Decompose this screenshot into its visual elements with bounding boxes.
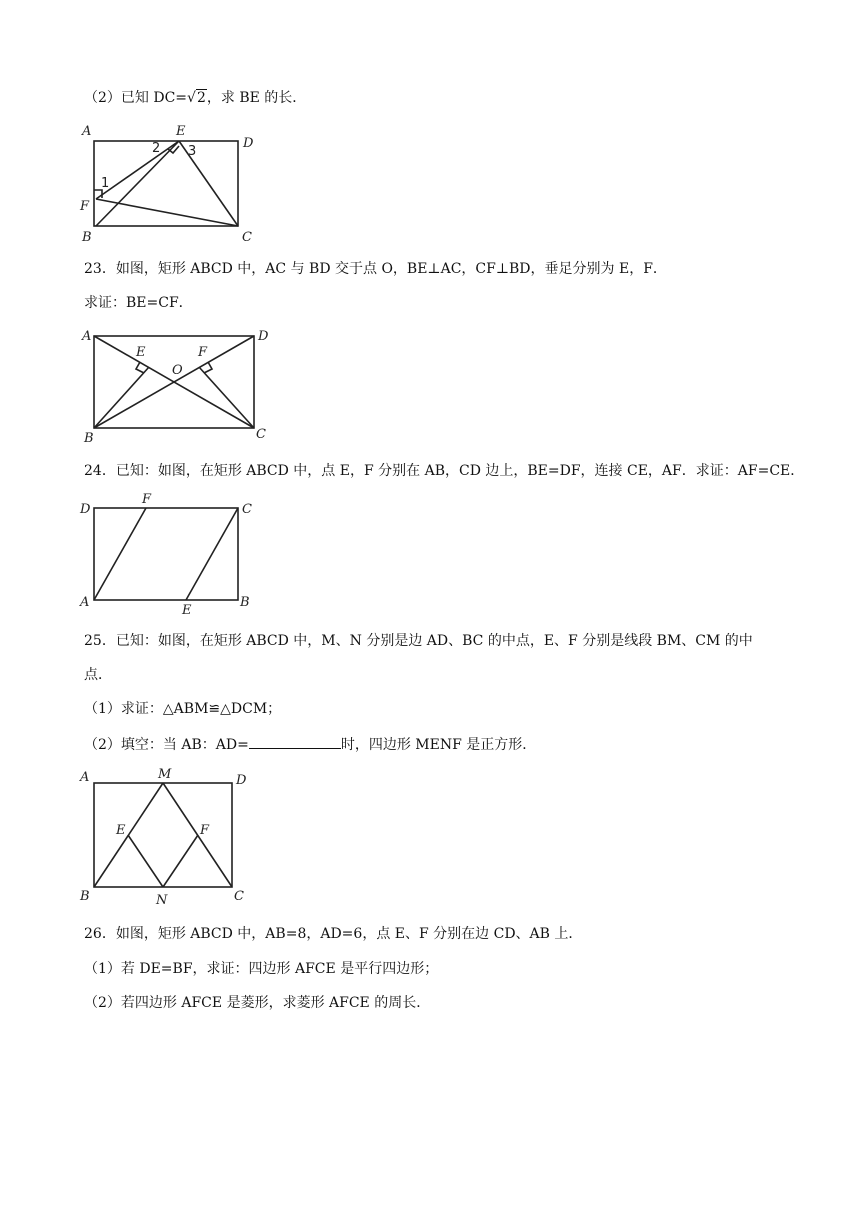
- label-F: F: [200, 823, 210, 838]
- q25-part2: [84, 734, 536, 754]
- label-D: D: [258, 329, 269, 344]
- q23-line2: 求证：BE=CF．: [84, 295, 193, 311]
- label-D: D: [80, 502, 91, 517]
- figure-q22: [76, 120, 266, 248]
- q23-line1: 23．如图，矩形 ABCD 中，AC 与 BD 交于点 O，BE⊥AC，CF⊥BD，垂足分别为 E，F．: [84, 261, 667, 277]
- label-E: E: [136, 345, 146, 360]
- label-B: B: [82, 230, 92, 245]
- q22-part2-prefix: （2）已知 DC=: [84, 90, 188, 106]
- answer-blank: [249, 734, 341, 749]
- q22-part2: [84, 89, 306, 107]
- label-F: F: [80, 199, 90, 214]
- q26-line1: 26．如图，矩形 ABCD 中，AB=8，AD=6，点 E、F 分别在边 CD、AB 上．: [84, 926, 583, 942]
- label-E: E: [116, 823, 126, 838]
- label-N: N: [156, 893, 168, 908]
- label-C: C: [234, 889, 244, 904]
- label-A: A: [82, 124, 92, 139]
- label-A: A: [80, 595, 90, 610]
- angle-1-label: 1: [101, 176, 110, 191]
- label-D: D: [243, 136, 254, 151]
- label-F: F: [198, 345, 208, 360]
- q24-line1: 24．已知：如图，在矩形 ABCD 中，点 E，F 分别在 AB，CD 边上，BE=DF，连接 CE，AF．求证：AF=CE．: [84, 463, 805, 479]
- label-C: C: [242, 502, 252, 517]
- label-D: D: [236, 773, 247, 788]
- q25-line2: 点．: [84, 667, 112, 683]
- sqrt-symbol: √2: [187, 90, 206, 106]
- angle-3-label: 3: [188, 144, 197, 159]
- sqrt-radicand: 2: [196, 90, 206, 106]
- label-B: B: [240, 595, 250, 610]
- q26-part1: （1）若 DE=BF，求证：四边形 AFCE 是平行四边形；: [84, 961, 439, 977]
- label-E: E: [176, 124, 186, 139]
- label-M: M: [158, 767, 172, 782]
- q25-part2-prefix: （2）填空：当 AB：AD=: [84, 737, 249, 753]
- angle-2-label: 2: [152, 141, 161, 156]
- label-A: A: [82, 329, 92, 344]
- label-O: O: [172, 363, 183, 378]
- label-C: C: [256, 427, 266, 442]
- figure-q25: [76, 764, 266, 908]
- q26-part2: （2）若四边形 AFCE 是菱形，求菱形 AFCE 的周长．: [84, 995, 431, 1011]
- q22-part2-suffix: ，求 BE 的长．: [206, 90, 307, 106]
- q25-line1: 25．已知：如图，在矩形 ABCD 中，M、N 分别是边 AD、BC 的中点，E、F 分别是线段 BM、CM 的中: [84, 633, 753, 649]
- label-B: B: [80, 889, 90, 904]
- figure-q23: [76, 322, 276, 450]
- q25-part2-suffix: 时，四边形 MENF 是正方形．: [340, 737, 537, 753]
- label-A: A: [80, 770, 90, 785]
- label-F: F: [142, 492, 152, 507]
- label-B: B: [84, 431, 94, 446]
- label-E: E: [182, 603, 192, 618]
- label-C: C: [242, 230, 252, 245]
- figure-q24: [76, 490, 276, 618]
- q25-part1: （1）求证：△ABM≌△DCM；: [84, 701, 282, 717]
